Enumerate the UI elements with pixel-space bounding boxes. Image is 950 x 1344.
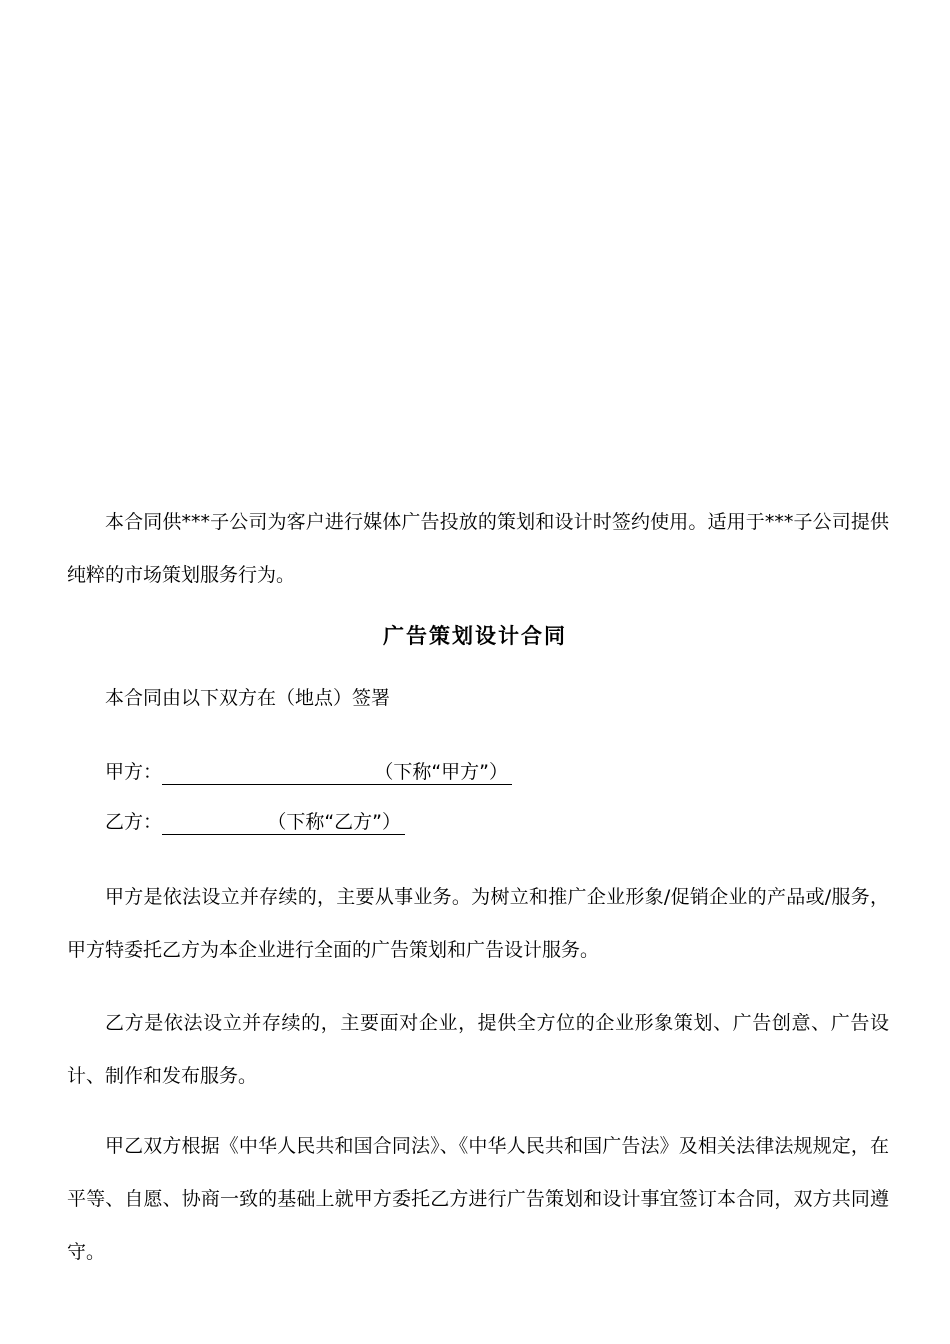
signing-location-line: 本合同由以下双方在（地点）签署 — [105, 687, 391, 709]
party-b-alias: （下称“乙方”） — [267, 811, 402, 833]
party-b-line — [105, 809, 405, 835]
party-b-description: 乙方是依法设立并存续的，主要面对企业，提供全方位的企业形象策划、广告创意、广告设计、制作和发布服务。 — [67, 1012, 889, 1087]
party-b-blank — [162, 810, 405, 835]
party-a-blank — [162, 760, 512, 785]
party-a-description: 甲方是依法设立并存续的，主要从事业务。为树立和推广企业形象/促销企业的产品或/服务，甲方特委托乙方为本企业进行全面的广告策划和广告设计服务。 — [67, 886, 889, 961]
party-a-line — [105, 759, 512, 785]
party-a-label: 甲方： — [105, 761, 163, 783]
legal-basis-paragraph: 甲乙双方根据《中华人民共和国合同法》、《中华人民共和国广告法》及相关法律法规规定，在平等、自愿、协商一致的基础上就甲方委托乙方进行广告策划和设计事宜签订本合同，双方共同遵守。 — [67, 1135, 889, 1263]
party-b-label: 乙方： — [105, 811, 163, 833]
contract-title: 广告策划设计合同 — [383, 623, 567, 648]
intro-note: 本合同供***子公司为客户进行媒体广告投放的策划和设计时签约使用。适用于***子公司提供纯粹的市场策划服务行为。 — [67, 511, 889, 586]
party-a-alias: （下称“甲方”） — [374, 761, 509, 783]
